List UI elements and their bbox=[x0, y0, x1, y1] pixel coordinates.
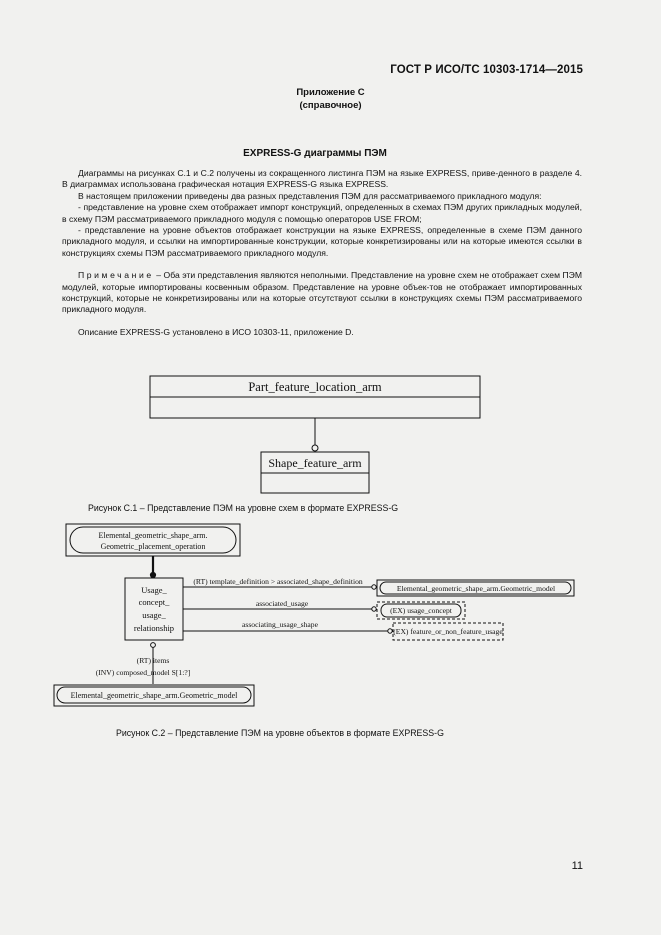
entity-top-outer bbox=[66, 524, 240, 556]
entity-bottom-label: Elemental_geometric_shape_arm.Geometric_model bbox=[70, 691, 238, 700]
note-text: – Оба эти представления являются неполными. Представление на уровне схем не отображает схем ПЭМ модулей, которые импортированы косвенным образом. Представление на уровне объек-тов не отображает импортированных конструкций, которые не конкретизированы или на которые отсутствуют ссылки в конструкциях схемы ПЭМ рассматриваемого прикладного модуля. bbox=[62, 270, 582, 315]
annex-subtitle: (справочное) bbox=[299, 100, 362, 111]
entity-center-label-4: relationship bbox=[133, 623, 175, 633]
use-from-circle bbox=[312, 445, 318, 451]
attr2-label: associated_usage bbox=[255, 599, 309, 608]
figure-caption-2: Рисунок C.2 – Представление ПЭМ на уровне объектов в формате EXPRESS-G bbox=[116, 728, 444, 738]
target2-label: (EX) usage_concept bbox=[390, 606, 452, 615]
target3-label: (EX) feature_or_non_feature_usage bbox=[393, 627, 503, 636]
entity-top-label-1: Elemental_geometric_shape_arm. bbox=[98, 531, 208, 540]
subtype-circle bbox=[150, 572, 155, 577]
page-number: 11 bbox=[571, 860, 583, 872]
entity-top-label-2: Geometric_placement_operation bbox=[100, 542, 206, 551]
target1-label: Elemental_geometric_shape_arm.Geometric_model bbox=[396, 584, 556, 593]
figure-c2 bbox=[54, 524, 574, 706]
entity-center-label-1: Usage_ bbox=[141, 585, 167, 595]
schema-bottom-label: Shape_feature_arm bbox=[268, 456, 362, 470]
inverse-label-1: (RT) items bbox=[136, 656, 170, 665]
paragraph: - представление на уровне объектов отображает конструкции на языке EXPRESS, определенные в схеме ПЭМ данного прикладного модуля, и ссылки на импортированные конструкции, которые конкретизированы или на которые имеются ссылки в конструкциях схемы ПЭМ рассматриваемого прикладного модуля. bbox=[62, 225, 582, 258]
paragraph: Диаграммы на рисунках C.1 и C.2 получены из сокращенного листинга ПЭМ на языке EXPRESS, приве-денного в разделе 4. В диаграммах использована графическая нотация EXPRESS-G языка EXPRESS. bbox=[62, 168, 582, 190]
schema-top-label: Part_feature_location_arm bbox=[248, 380, 382, 394]
paragraph: - представление на уровне схем отображает импорт конструкций, определенных в схемах ПЭМ других прикладных модулей, в схему ПЭМ рассматриваемого прикладного модуля с помощью операторов USE FROM; bbox=[62, 202, 582, 224]
standard-code: ГОСТ Р ИСО/ТС 10303-1714—2015 bbox=[390, 64, 583, 76]
attr1-label: (RT) template_definition > associated_shape_definition bbox=[193, 577, 363, 586]
annex-title: Приложение C bbox=[296, 87, 365, 98]
paragraph: Описание EXPRESS-G установлено в ИСО 10303-11, приложение D. bbox=[78, 326, 354, 337]
attr3-label: associating_usage_shape bbox=[242, 620, 318, 629]
paragraph: В настоящем приложении приведены два разных представления ПЭМ для рассматриваемого прикладного модуля: bbox=[78, 190, 542, 201]
note-label: Примечание bbox=[78, 270, 154, 281]
section-title: EXPRESS-G диаграммы ПЭМ bbox=[243, 148, 387, 159]
entity-center-label-2: concept_ bbox=[138, 597, 170, 607]
entity-center-label-3: usage_ bbox=[142, 610, 166, 620]
figure-caption-1: Рисунок C.1 – Представление ПЭМ на уровне схем в формате EXPRESS-G bbox=[88, 503, 399, 513]
inverse-label-2: (INV) composed_model S[1:?] bbox=[95, 668, 191, 677]
